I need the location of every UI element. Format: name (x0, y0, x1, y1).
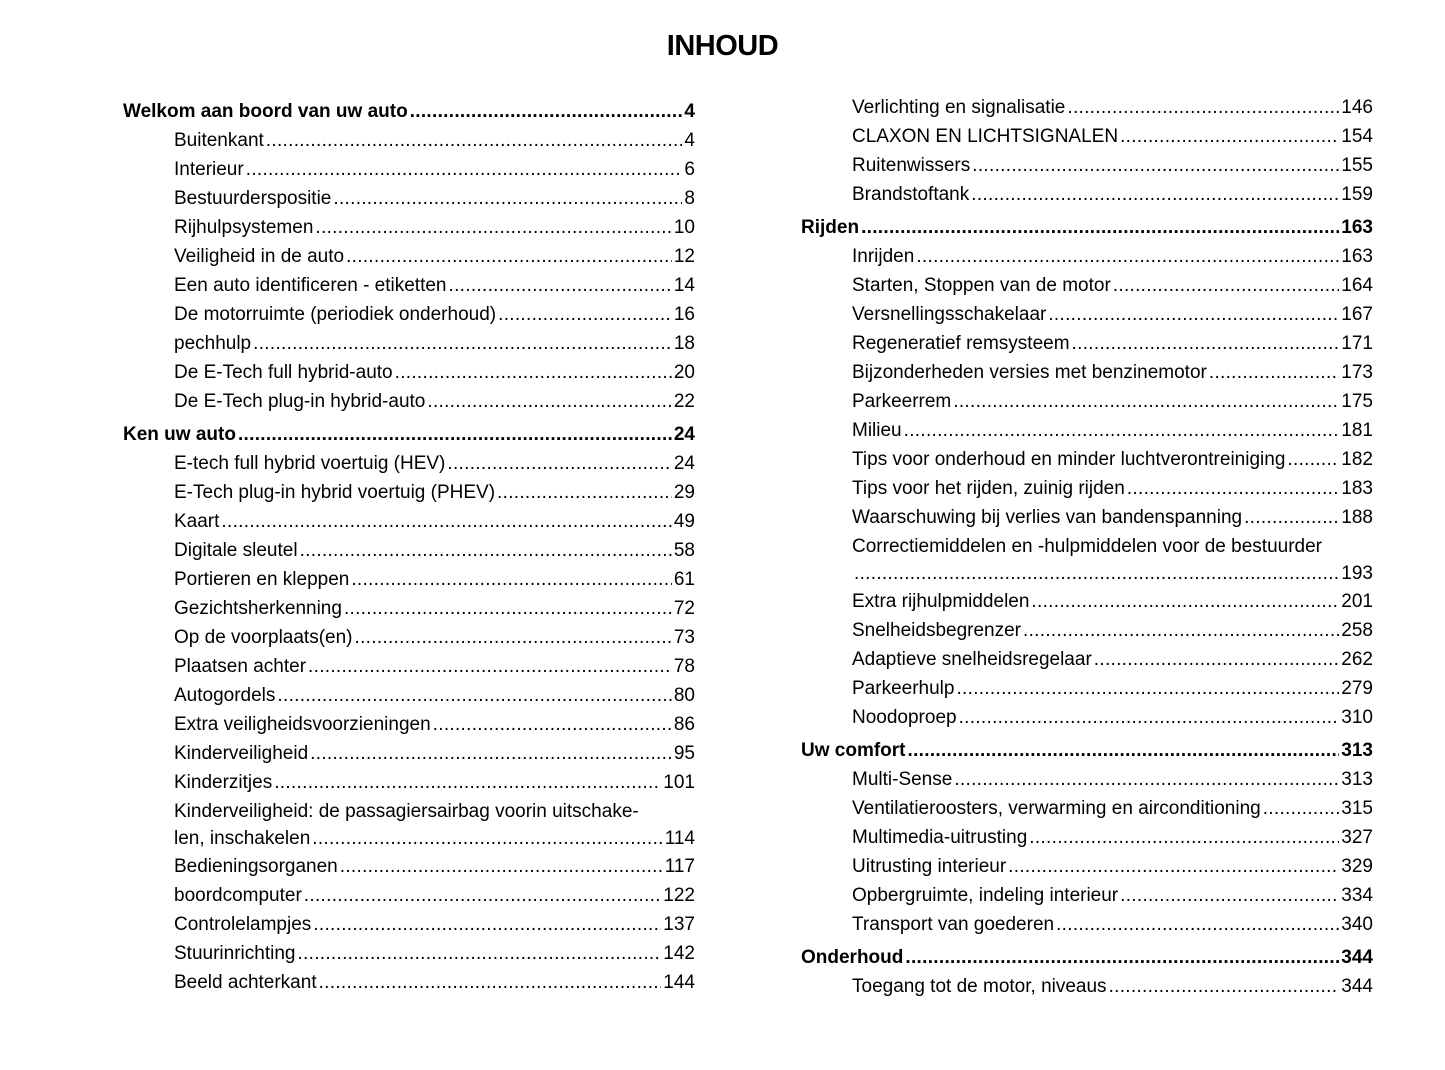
toc-entry-label: Waarschuwing bij verlies van bandenspanning (852, 507, 1243, 528)
toc-entry-label: Welkom aan boord van uw auto (123, 101, 408, 122)
toc-entry[interactable] (123, 271, 695, 300)
toc-entry[interactable] (801, 242, 1373, 271)
toc-entry[interactable] (123, 768, 695, 797)
toc-entry-label: Correctiemiddelen en -hulpmiddelen voor de bestuurder (852, 536, 1322, 557)
toc-page-number: 163 (1341, 217, 1373, 238)
toc-entry[interactable] (801, 445, 1373, 474)
toc-entry[interactable] (801, 503, 1373, 532)
toc-entry[interactable] (123, 710, 695, 739)
toc-entry-label: Ken uw auto (123, 424, 236, 445)
dot-leader (908, 736, 1340, 765)
toc-entry-first-line (123, 797, 695, 826)
toc-entry-label: Beeld achterkant (174, 972, 317, 993)
toc-page-number: 327 (1341, 827, 1373, 848)
toc-entry[interactable] (801, 416, 1373, 445)
toc-page-number: 183 (1341, 478, 1373, 499)
toc-page-number: 262 (1341, 649, 1373, 670)
dot-leader (310, 739, 672, 768)
toc-page-number: 315 (1341, 798, 1373, 819)
dot-leader (1072, 329, 1340, 358)
toc-page-number: 58 (673, 540, 695, 561)
toc-entry[interactable] (801, 972, 1373, 1001)
toc-entry-label: Plaatsen achter (174, 656, 307, 677)
dot-leader (449, 271, 672, 300)
toc-entry-label: Noodoproep (852, 707, 957, 728)
dot-leader (1209, 358, 1339, 387)
toc-page-number: 188 (1341, 507, 1373, 528)
dot-leader (1048, 300, 1339, 329)
toc-page-number: 18 (673, 333, 695, 354)
toc-page-number: 163 (1341, 246, 1373, 267)
toc-entry[interactable] (801, 122, 1373, 151)
dot-leader (497, 478, 672, 507)
dot-leader (447, 449, 671, 478)
toc-entry[interactable] (123, 329, 695, 358)
dot-leader (319, 968, 662, 997)
toc-page-number: 24 (673, 424, 695, 445)
toc-entry[interactable] (123, 681, 695, 710)
toc-entry-label: Tips voor onderhoud en minder luchtverontreiniging (852, 449, 1286, 470)
toc-page-number: 72 (673, 598, 695, 619)
toc-entry-label: Verlichting en signalisatie (852, 97, 1066, 118)
toc-entry[interactable] (801, 151, 1373, 180)
toc-entry[interactable] (123, 652, 695, 681)
toc-entry-label: Brandstoftank (852, 184, 970, 205)
dot-leader (1008, 852, 1339, 881)
toc-section[interactable] (801, 213, 1373, 242)
dot-leader (312, 826, 662, 852)
toc-entry[interactable] (123, 565, 695, 594)
toc-entry[interactable] (123, 507, 695, 536)
toc-entry[interactable] (123, 852, 695, 881)
toc-entry[interactable] (123, 126, 695, 155)
toc-entry[interactable] (123, 968, 695, 997)
toc-entry[interactable] (801, 765, 1373, 794)
toc-entry-label: De motorruimte (periodiek onderhoud) (174, 304, 497, 325)
toc-entry[interactable] (801, 910, 1373, 939)
toc-page-number: 164 (1341, 275, 1373, 296)
toc-page-number: 8 (684, 188, 695, 209)
dot-leader (1127, 474, 1339, 503)
dot-leader (395, 358, 672, 387)
toc-entry[interactable] (123, 739, 695, 768)
dot-leader (1023, 616, 1339, 645)
toc-entry-label: Stuurinrichting (174, 943, 296, 964)
dot-leader (956, 674, 1339, 703)
toc-entry[interactable] (123, 213, 695, 242)
toc-column-left (123, 97, 695, 997)
toc-entry[interactable] (123, 449, 695, 478)
dot-leader (308, 652, 672, 681)
toc-section[interactable] (801, 736, 1373, 765)
toc-entry[interactable] (801, 180, 1373, 209)
toc-column-right (801, 93, 1373, 1001)
toc-entry-label: Uw comfort (801, 740, 906, 761)
toc-entry-label: Onderhoud (801, 947, 904, 968)
toc-entry[interactable] (801, 823, 1373, 852)
toc-entry-label: Uitrusting interieur (852, 856, 1007, 877)
dot-leader (1244, 503, 1339, 532)
toc-page-number: 16 (673, 304, 695, 325)
toc-page-number: 258 (1341, 620, 1373, 641)
toc-entry[interactable] (801, 300, 1373, 329)
dot-leader (300, 536, 672, 565)
toc-entry[interactable] (123, 910, 695, 939)
toc-entry[interactable] (801, 561, 1373, 587)
toc-entry-label: Rijhulpsystemen (174, 217, 314, 238)
dot-leader (253, 329, 672, 358)
toc-page-number: 144 (663, 972, 695, 993)
toc-entry[interactable] (123, 536, 695, 565)
toc-entry[interactable] (801, 852, 1373, 881)
toc-entry[interactable] (801, 358, 1373, 387)
toc-entry[interactable] (123, 387, 695, 416)
toc-page-number: 114 (664, 828, 695, 849)
toc-page-number: 137 (663, 914, 695, 935)
dot-leader (313, 910, 661, 939)
toc-entry-label: Digitale sleutel (174, 540, 298, 561)
toc-entry[interactable] (801, 587, 1373, 616)
page-title: INHOUD (666, 30, 779, 62)
toc-entry-label: Ventilatieroosters, verwarming en airconditioning (852, 798, 1261, 819)
toc-entry[interactable] (123, 300, 695, 329)
toc-page-number: 4 (684, 101, 695, 122)
toc-page-number: 22 (673, 391, 695, 412)
dot-leader (433, 710, 672, 739)
toc-entry-label: Regeneratief remsysteem (852, 333, 1070, 354)
toc-entry-label: Multimedia-uitrusting (852, 827, 1028, 848)
toc-page-number: 313 (1341, 740, 1373, 761)
toc-entry-label: Portieren en kleppen (174, 569, 350, 590)
toc-entry-label: Extra rijhulpmiddelen (852, 591, 1030, 612)
toc-entry-label: Buitenkant (174, 130, 264, 151)
toc-entry[interactable] (801, 329, 1373, 358)
toc-entry-label: Controlelampjes (174, 914, 312, 935)
dot-leader (1067, 93, 1339, 122)
toc-entry-label: Kinderzitjes (174, 772, 273, 793)
toc-entry-label: Kinderveiligheid: de passagiersairbag voorin uitschake- (174, 801, 639, 822)
dot-leader (1109, 972, 1340, 1001)
dot-leader (346, 242, 672, 271)
dot-leader (1263, 794, 1340, 823)
toc-page-number: 193 (1341, 563, 1373, 584)
toc-page-number: 171 (1341, 333, 1373, 354)
dot-leader (904, 416, 1340, 445)
toc-entry[interactable] (123, 826, 695, 852)
toc-page-number: 29 (673, 482, 695, 503)
toc-entry[interactable] (801, 794, 1373, 823)
dot-leader (959, 703, 1340, 732)
toc-page-number: 279 (1341, 678, 1373, 699)
toc-page-number: 6 (684, 159, 695, 180)
toc-entry-label: Interieur (174, 159, 244, 180)
toc-page-number: 201 (1341, 591, 1373, 612)
toc-entry-label: Versnellingsschakelaar (852, 304, 1047, 325)
dot-leader (1029, 823, 1339, 852)
toc-entry-label: Ruitenwissers (852, 155, 971, 176)
toc-page-number: 173 (1341, 362, 1373, 383)
toc-section[interactable] (801, 943, 1373, 972)
dot-leader (861, 213, 1339, 242)
dot-leader (340, 852, 663, 881)
dot-leader (1113, 271, 1340, 300)
toc-entry-label: Extra veiligheidsvoorzieningen (174, 714, 431, 735)
toc-entry[interactable] (123, 594, 695, 623)
toc-entry-label: Een auto identificeren - etiketten (174, 275, 447, 296)
toc-entry[interactable] (801, 674, 1373, 703)
dot-leader (297, 939, 661, 968)
dot-leader (954, 765, 1339, 794)
toc-page-number: 154 (1341, 126, 1373, 147)
toc-entry-label: len, inschakelen (174, 828, 311, 849)
toc-entry-label: Inrijden (852, 246, 915, 267)
toc-entry[interactable] (123, 358, 695, 387)
dot-leader (266, 126, 683, 155)
toc-page-number: 14 (673, 275, 695, 296)
toc-entry-label: Bedieningsorganen (174, 856, 338, 877)
toc-page-number: 95 (673, 743, 695, 764)
toc-page-number: 86 (673, 714, 695, 735)
dot-leader (1120, 881, 1339, 910)
dot-leader (1120, 122, 1339, 151)
dot-leader (246, 155, 683, 184)
dot-leader (953, 387, 1339, 416)
toc-page-number: 142 (663, 943, 695, 964)
toc-entry-label: Bijzonderheden versies met benzinemotor (852, 362, 1207, 383)
toc-page-number: 344 (1341, 976, 1373, 997)
toc-entry-label: Parkeerhulp (852, 678, 955, 699)
toc-entry-label: Toegang tot de motor, niveaus (852, 976, 1107, 997)
dot-leader (221, 507, 671, 536)
toc-entry[interactable] (801, 474, 1373, 503)
dot-leader (410, 97, 683, 126)
toc-entry[interactable] (123, 242, 695, 271)
toc-entry-label: De E-Tech plug-in hybrid-auto (174, 391, 426, 412)
toc-section[interactable] (123, 420, 695, 449)
toc-entry[interactable] (801, 703, 1373, 732)
toc-entry[interactable] (801, 387, 1373, 416)
toc-page-number: 24 (673, 453, 695, 474)
dot-leader (1031, 587, 1339, 616)
dot-leader (498, 300, 672, 329)
toc-entry-label: De E-Tech full hybrid-auto (174, 362, 393, 383)
toc-entry-label: Snelheidsbegrenzer (852, 620, 1022, 641)
dot-leader (1094, 645, 1340, 674)
toc-page-number: 49 (673, 511, 695, 532)
toc-entry[interactable] (123, 155, 695, 184)
toc-page-number: 310 (1341, 707, 1373, 728)
toc-page-number: 344 (1341, 947, 1373, 968)
toc-page-number: 175 (1341, 391, 1373, 412)
toc-entry-label: Multi-Sense (852, 769, 953, 790)
toc-entry[interactable] (123, 478, 695, 507)
toc-entry-label: Transport van goederen (852, 914, 1055, 935)
dot-leader (315, 213, 671, 242)
toc-entry[interactable] (801, 616, 1373, 645)
toc-entry-label: Autogordels (174, 685, 276, 706)
toc-page-number: 4 (684, 130, 695, 151)
toc-entry-label: Bestuurderspositie (174, 188, 332, 209)
toc-entry-first-line (801, 532, 1373, 561)
dot-leader (238, 420, 672, 449)
toc-entry-label: E-Tech plug-in hybrid voertuig (PHEV) (174, 482, 496, 503)
dot-leader (304, 881, 662, 910)
toc-entry-label: E-tech full hybrid voertuig (HEV) (174, 453, 446, 474)
toc-entry[interactable] (801, 271, 1373, 300)
dot-leader (1287, 445, 1339, 474)
toc-page-number: 182 (1341, 449, 1373, 470)
toc-page-number: 167 (1341, 304, 1373, 325)
dot-leader (333, 184, 682, 213)
dot-leader (274, 768, 661, 797)
toc-page-number: 329 (1341, 856, 1373, 877)
toc-page-number: 117 (664, 856, 695, 877)
toc-page-number: 122 (663, 885, 695, 906)
dot-leader (351, 565, 672, 594)
toc-page-number: 10 (673, 217, 695, 238)
toc-page-number: 73 (673, 627, 695, 648)
toc-entry-label: Starten, Stoppen van de motor (852, 275, 1111, 296)
dot-leader (971, 180, 1339, 209)
toc-entry[interactable] (801, 645, 1373, 674)
toc-entry-label: Milieu (852, 420, 902, 441)
toc-page-number: 101 (663, 772, 695, 793)
toc-page-number: 334 (1341, 885, 1373, 906)
toc-entry[interactable] (123, 623, 695, 652)
toc-entry-label: Rijden (801, 217, 860, 238)
toc-page-number: 61 (673, 569, 695, 590)
toc-entry-label: boordcomputer (174, 885, 302, 906)
toc-entry[interactable] (123, 939, 695, 968)
toc-entry-label: Kaart (174, 511, 220, 532)
dot-leader (355, 623, 672, 652)
toc-page-number: 340 (1341, 914, 1373, 935)
dot-leader (854, 561, 1339, 587)
dot-leader (916, 242, 1339, 271)
dot-leader (427, 387, 672, 416)
toc-entry-label: Tips voor het rijden, zuinig rijden (852, 478, 1125, 499)
toc-page-number: 146 (1341, 97, 1373, 118)
toc-entry-label: Veiligheid in de auto (174, 246, 345, 267)
toc-page-number: 313 (1341, 769, 1373, 790)
toc-entry-label: CLAXON EN LICHTSIGNALEN (852, 126, 1119, 147)
toc-entry-label: Opbergruimte, indeling interieur (852, 885, 1119, 906)
dot-leader (1056, 910, 1339, 939)
toc-page-number: 20 (673, 362, 695, 383)
toc-entry-label: Op de voorplaats(en) (174, 627, 353, 648)
toc-entry-label: Adaptieve snelheidsregelaar (852, 649, 1092, 670)
toc-entry-label: Gezichtsherkenning (174, 598, 342, 619)
toc-page-number: 12 (673, 246, 695, 267)
toc-entry-label: pechhulp (174, 333, 252, 354)
dot-leader (344, 594, 672, 623)
dot-leader (972, 151, 1339, 180)
toc-entry[interactable] (801, 881, 1373, 910)
toc-entry[interactable] (801, 93, 1373, 122)
toc-page-number: 78 (673, 656, 695, 677)
toc-section[interactable] (123, 97, 695, 126)
toc-page-number: 155 (1341, 155, 1373, 176)
toc-entry-label: Parkeerrem (852, 391, 952, 412)
dot-leader (905, 943, 1339, 972)
toc-page-number: 80 (673, 685, 695, 706)
toc-page-number: 159 (1341, 184, 1373, 205)
dot-leader (277, 681, 671, 710)
toc-entry[interactable] (123, 881, 695, 910)
toc-entry[interactable] (123, 184, 695, 213)
toc-entry-label: Kinderveiligheid (174, 743, 309, 764)
toc-page-number: 181 (1341, 420, 1373, 441)
